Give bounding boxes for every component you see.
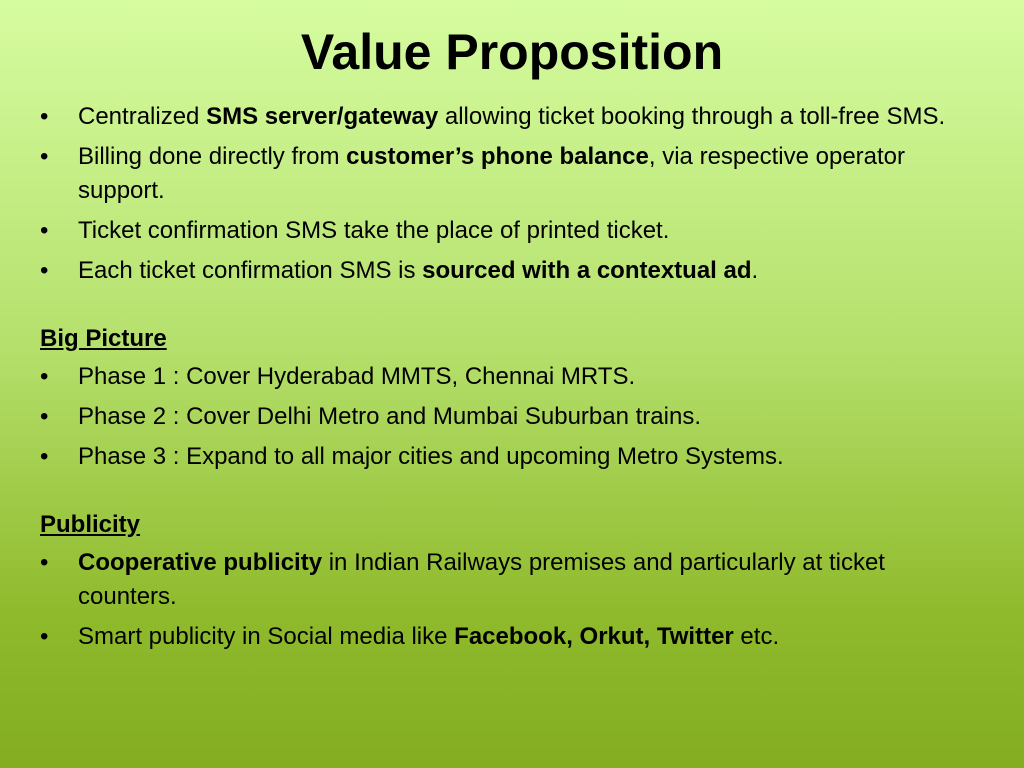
publicity-bullet-social-media: • Smart publicity in Social media like Facebook, Orkut, Twitter etc. (40, 620, 958, 654)
intro-bullet-contextual-ad: • Each ticket confirmation SMS is sourced with a contextual ad. (40, 254, 958, 288)
publicity-bullet-cooperative: • Cooperative publicity in Indian Railways premises and particularly at ticket counters. (40, 546, 958, 614)
intro-bullet-emphasis: SMS server/gateway (206, 103, 439, 130)
publicity-bullet-emphasis: Facebook, Orkut, Twitter (454, 623, 734, 650)
big-picture-bullet-list (40, 360, 984, 474)
intro-bullet-ticket-confirmation: • Ticket confirmation SMS take the place of printed ticket. (40, 214, 958, 248)
intro-bullet-list (40, 100, 984, 288)
big-picture-heading: Big Picture (40, 325, 167, 352)
intro-bullet-emphasis: customer’s phone balance (346, 143, 649, 170)
slide-title: Value Proposition (300, 24, 724, 80)
publicity-bullet-list (40, 546, 984, 654)
slide-content (40, 100, 984, 654)
intro-bullet-billing: • Billing done directly from customer’s phone balance, via respective operator support. (40, 140, 958, 208)
intro-bullet-sms-gateway: • Centralized SMS server/gateway allowing ticket booking through a toll-free SMS. (40, 100, 958, 134)
phase-3-bullet: • Phase 3 : Expand to all major cities and upcoming Metro Systems. (40, 440, 958, 474)
publicity-bullet-emphasis: Cooperative publicity (78, 549, 323, 576)
publicity-heading: Publicity (40, 511, 141, 538)
intro-bullet-emphasis: sourced with a contextual ad (422, 257, 752, 284)
phase-2-bullet: • Phase 2 : Cover Delhi Metro and Mumbai Suburban trains. (40, 400, 958, 434)
phase-1-bullet: • Phase 1 : Cover Hyderabad MMTS, Chennai MRTS. (40, 360, 958, 394)
